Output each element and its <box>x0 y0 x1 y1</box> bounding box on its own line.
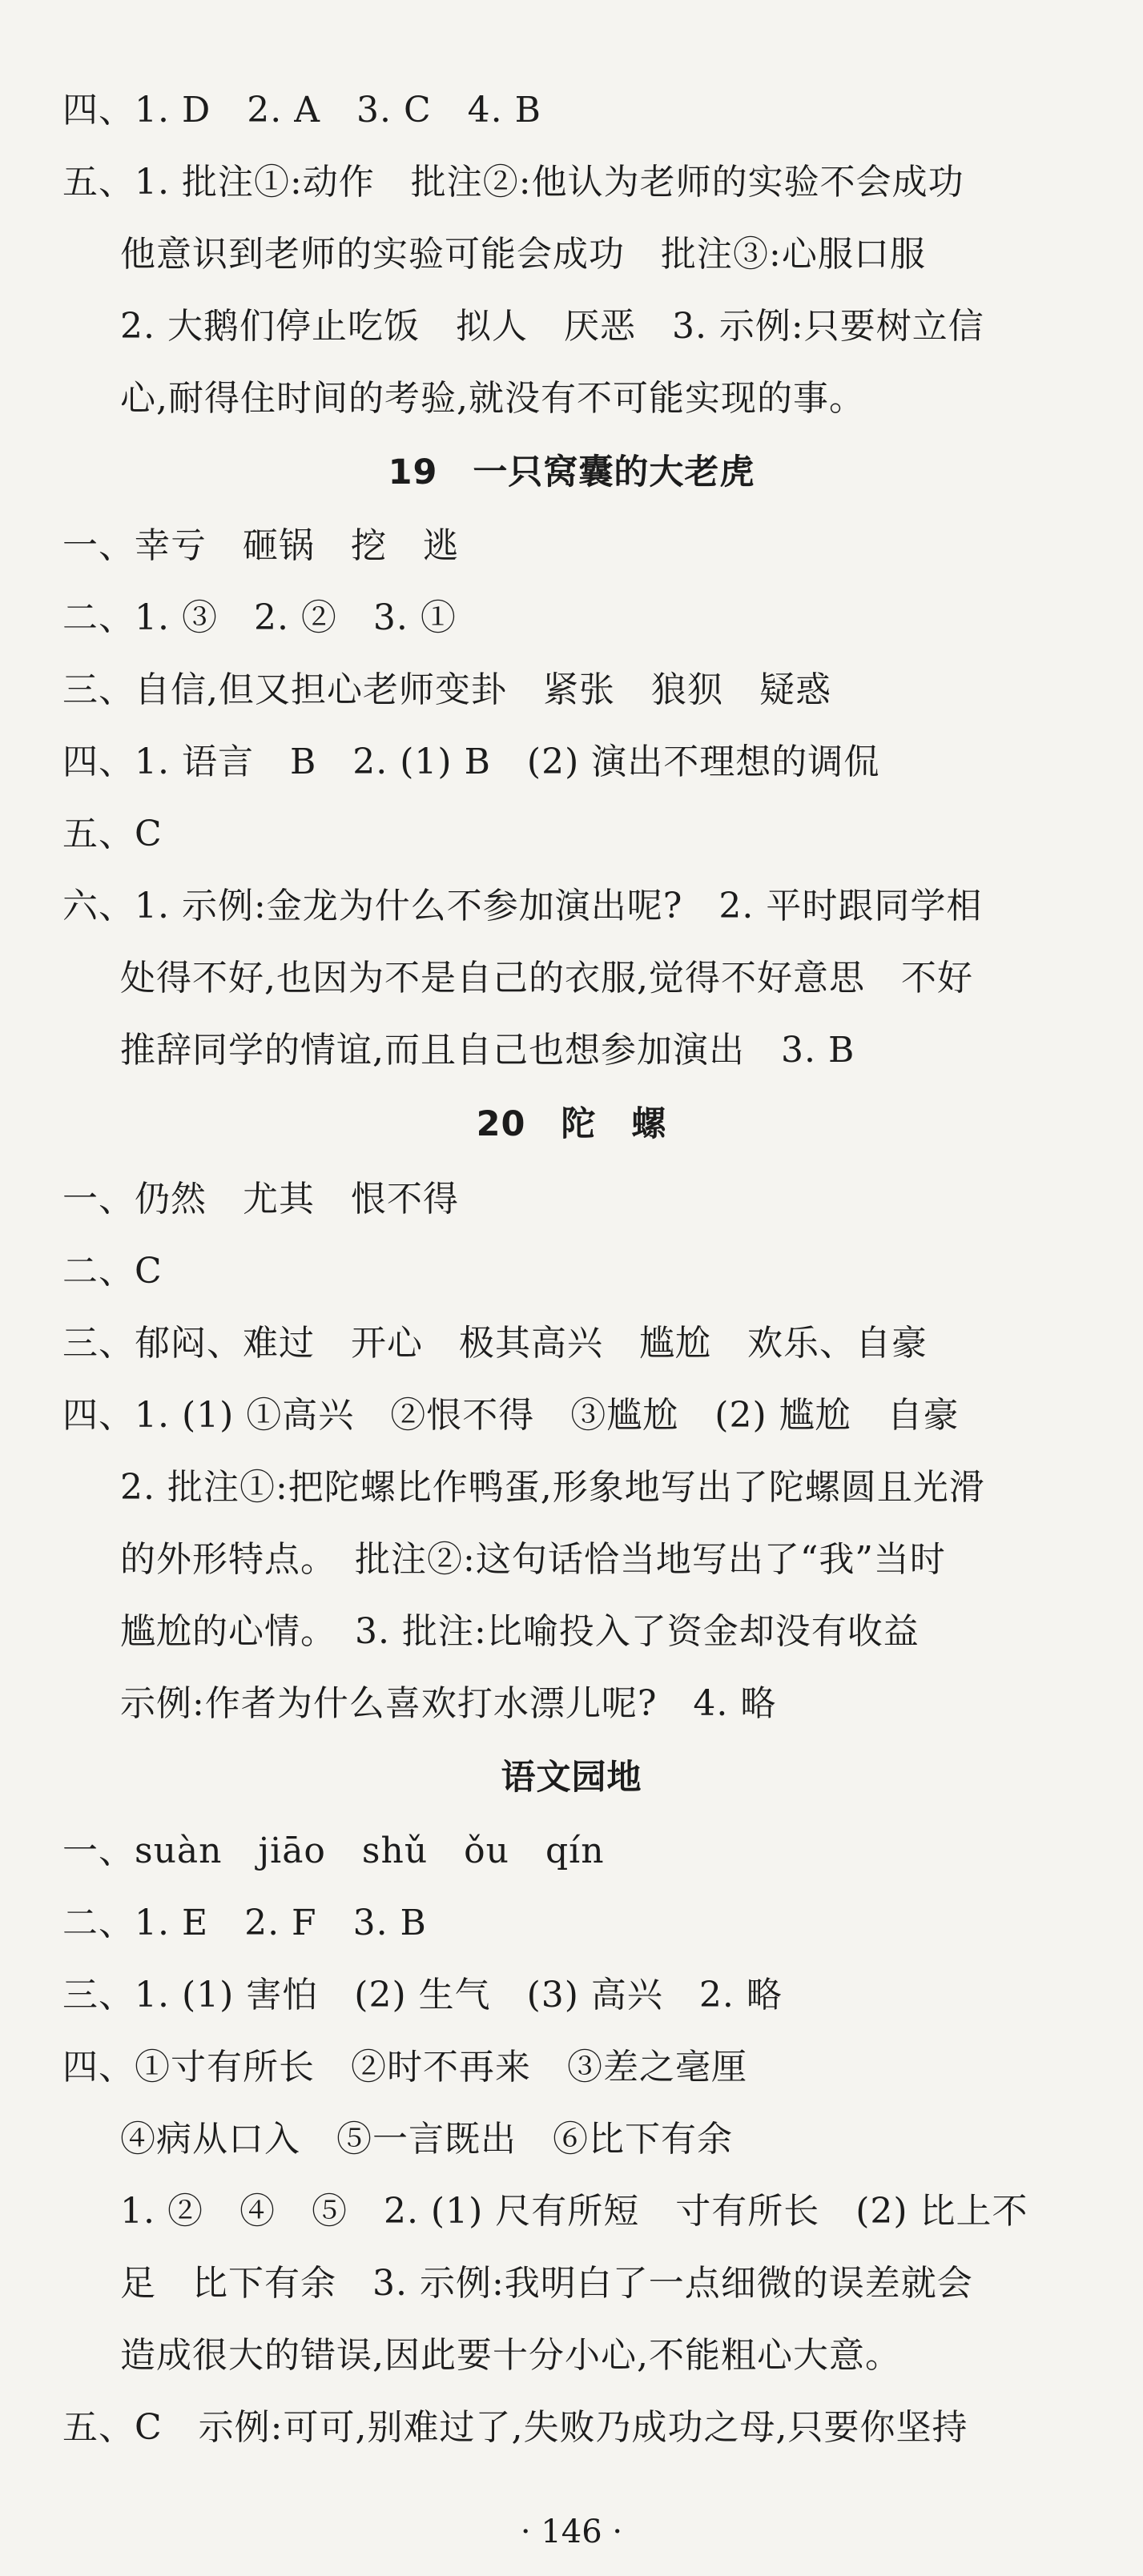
answer-line: 他意识到老师的实验可能会成功 批注③:心服口服 <box>120 234 926 275</box>
answer-line: 一、仍然 尤其 恨不得 <box>62 1179 459 1220</box>
answer-line: 二、1. ③ 2. ② 3. ① <box>62 597 457 638</box>
answer-line: 二、C <box>62 1251 163 1292</box>
answer-line: 五、1. 批注①:动作 批注②:他认为老师的实验不会成功 <box>62 162 964 203</box>
answer-line: 六、1. 示例:金龙为什么不参加演出呢? 2. 平时跟同学相 <box>62 886 983 926</box>
answer-line: 四、1. 语言 B 2. (1) B (2) 演出不理想的调侃 <box>62 741 880 782</box>
answer-line: 2. 大鹅们停止吃饭 拟人 厌恶 3. 示例:只要树立信 <box>120 306 984 347</box>
answer-line: 处得不好,也因为不是自己的衣服,觉得不好意思 不好 <box>120 958 973 999</box>
answer-line: 的外形特点。 批注②:这句话恰当地写出了“我”当时 <box>120 1539 946 1580</box>
answer-line: 四、①寸有所长 ②时不再来 ③差之毫厘 <box>62 2047 747 2088</box>
answer-line: ④病从口入 ⑤一言既出 ⑥比下有余 <box>120 2119 733 2160</box>
answer-line: 造成很大的错误,因此要十分小心,不能粗心大意。 <box>120 2335 901 2376</box>
page-number: · 146 · <box>520 2514 623 2550</box>
answer-line: 2. 批注①:把陀螺比作鸭蛋,形象地写出了陀螺圆且光滑 <box>120 1467 985 1508</box>
answer-line: 示例:作者为什么喜欢打水漂儿呢? 4. 略 <box>120 1683 777 1724</box>
lesson-title: 20 陀 螺 <box>476 1104 667 1144</box>
answer-line: 一、幸亏 砸锅 挖 逃 <box>62 525 459 566</box>
section-title: 语文园地 <box>501 1758 642 1798</box>
lesson-title: 19 一只窝囊的大老虎 <box>388 452 755 492</box>
answer-line: 推辞同学的情谊,而且自己也想参加演出 3. B <box>120 1030 855 1071</box>
answer-line: 三、郁闷、难过 开心 极其高兴 尴尬 欢乐、自豪 <box>62 1323 928 1364</box>
answer-line: 尴尬的心情。 3. 批注:比喻投入了资金却没有收益 <box>120 1611 920 1652</box>
answer-line: 1. ② ④ ⑤ 2. (1) 尺有所短 寸有所长 (2) 比上不 <box>120 2191 1028 2232</box>
answer-line: 三、自信,但又担心老师变卦 紧张 狼狈 疑惑 <box>62 669 831 710</box>
answer-line: 四、1. D 2. A 3. C 4. B <box>62 90 541 131</box>
answer-line: 三、1. (1) 害怕 (2) 生气 (3) 高兴 2. 略 <box>62 1975 783 2015</box>
answer-line: 心,耐得住时间的考验,就没有不可能实现的事。 <box>120 378 865 419</box>
answer-line: 四、1. (1) ①高兴 ②恨不得 ③尴尬 (2) 尴尬 自豪 <box>62 1395 960 1436</box>
answer-line: 五、C <box>62 814 163 854</box>
answer-line: 足 比下有余 3. 示例:我明白了一点细微的误差就会 <box>120 2263 973 2304</box>
answer-line: 二、1. E 2. F 3. B <box>62 1903 427 1943</box>
answer-line: 一、suàn jiāo shǔ ǒu qín <box>62 1831 605 1871</box>
answer-line: 五、C 示例:可可,别难过了,失败乃成功之母,只要你坚持 <box>62 2407 968 2448</box>
